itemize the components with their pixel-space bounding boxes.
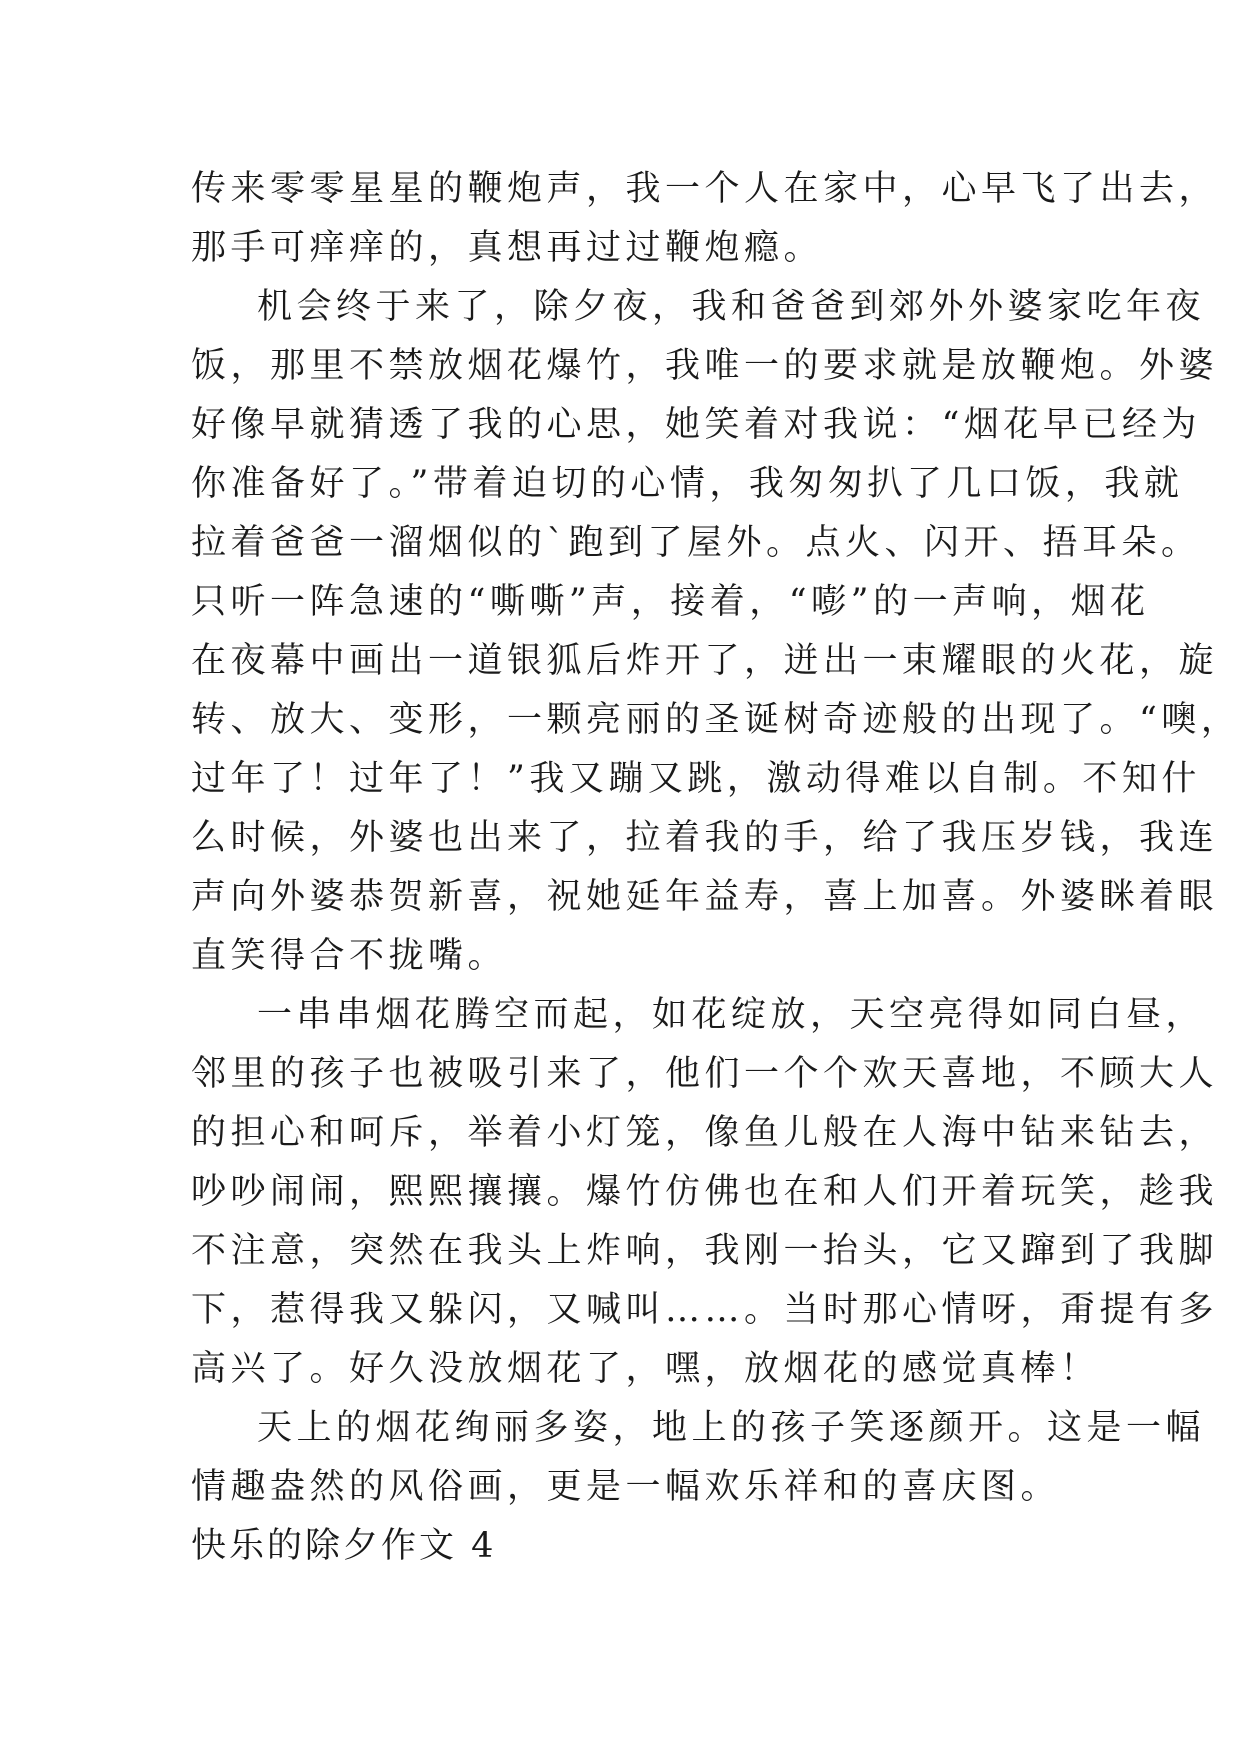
essay-line: 饭，那里不禁放烟花爆竹，我唯一的要求就是放鞭炮。外婆 bbox=[191, 346, 1219, 386]
essay-line: 那手可痒痒的，真想再过过鞭炮瘾。 bbox=[191, 228, 824, 268]
essay-line: 转、放大、变形，一颗亮丽的圣诞树奇迹般的出现了。“噢， bbox=[191, 700, 1241, 740]
essay-line: 下，惹得我又躲闪，又喊叫……。当时那心情呀，甭提有多 bbox=[191, 1290, 1219, 1330]
essay-line: 邻里的孩子也被吸引来了，他们一个个欢天喜地，不顾大人 bbox=[191, 1054, 1219, 1094]
essay-line: 过年了！过年了！”我又蹦又跳，激动得难以自制。不知什 bbox=[191, 759, 1201, 799]
essay-line: 传来零零星星的鞭炮声，我一个人在家中，心早飞了出去， bbox=[191, 169, 1219, 209]
essay-line: 直笑得合不拢嘴。 bbox=[191, 936, 508, 976]
essay-line: 只听一阵急速的“嘶嘶”声，接着，“嘭”的一声响，烟花 bbox=[191, 582, 1150, 622]
essay-line: 不注意，突然在我头上炸响，我刚一抬头，它又蹿到了我脚 bbox=[191, 1231, 1219, 1271]
essay-line: 一串串烟花腾空而起，如花绽放，天空亮得如同白昼， bbox=[257, 995, 1206, 1035]
essay-line: 好像早就猜透了我的心思，她笑着对我说：“烟花早已经为 bbox=[191, 405, 1201, 445]
essay-line: 在夜幕中画出一道银狐后炸开了，迸出一束耀眼的火花，旋 bbox=[191, 641, 1219, 681]
essay-line: 的担心和呵斥，举着小灯笼，像鱼儿般在人海中钻来钻去， bbox=[191, 1113, 1219, 1153]
section-heading: 快乐的除夕作文 4 bbox=[191, 1526, 497, 1566]
essay-line: 声向外婆恭贺新喜，祝她延年益寿，喜上加喜。外婆眯着眼 bbox=[191, 877, 1219, 917]
essay-line: 情趣盎然的风俗画，更是一幅欢乐祥和的喜庆图。 bbox=[191, 1467, 1061, 1507]
essay-line: 你准备好了。”带着迫切的心情，我匆匆扒了几口饭，我就 bbox=[191, 464, 1184, 504]
essay-line: 高兴了。好久没放烟花了，嘿，放烟花的感觉真棒！ bbox=[191, 1349, 1100, 1389]
essay-line: 拉着爸爸一溜烟似的`跑到了屋外。点火、闪开、捂耳朵。 bbox=[191, 523, 1201, 563]
essay-line: 么时候，外婆也出来了，拉着我的手，给了我压岁钱，我连 bbox=[191, 818, 1219, 858]
essay-body bbox=[191, 160, 1241, 1576]
essay-line: 天上的烟花绚丽多姿，地上的孩子笑逐颜开。这是一幅 bbox=[257, 1408, 1206, 1448]
essay-line: 机会终于来了，除夕夜，我和爸爸到郊外外婆家吃年夜 bbox=[257, 287, 1206, 327]
essay-line: 吵吵闹闹，熙熙攘攘。爆竹仿佛也在和人们开着玩笑，趁我 bbox=[191, 1172, 1219, 1212]
